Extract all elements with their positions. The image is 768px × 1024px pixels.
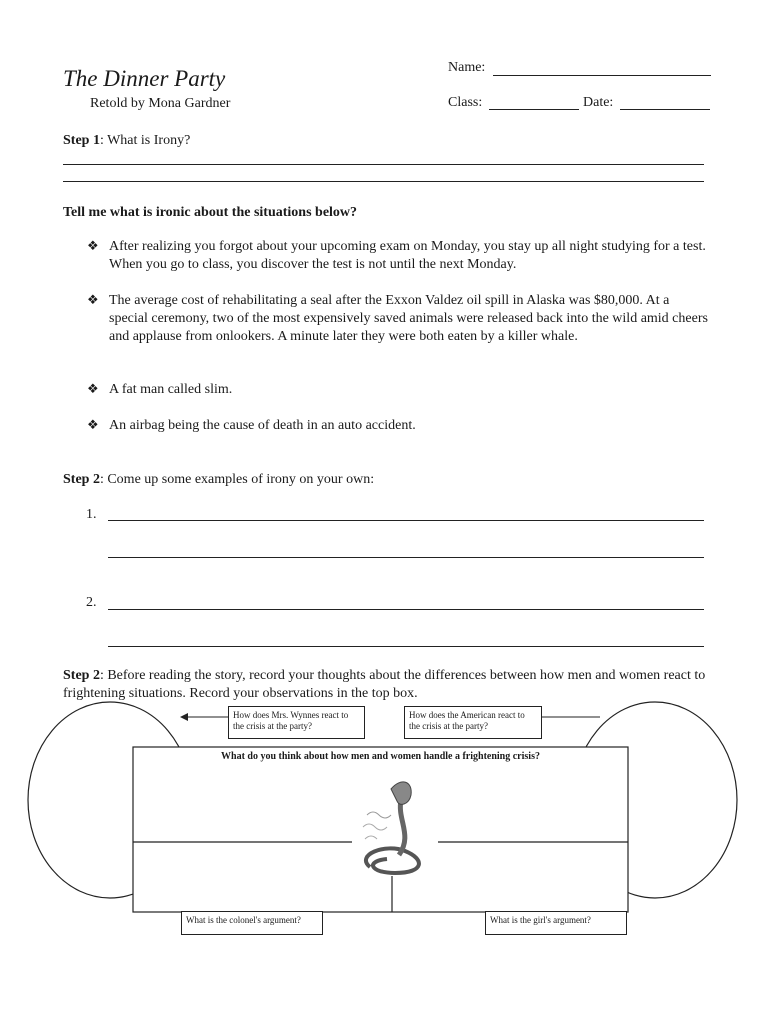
- step1-prompt: [63, 132, 190, 150]
- situation-item-4: An airbag being the cause of death in an auto accident.: [109, 418, 416, 433]
- name-field[interactable]: [493, 75, 711, 76]
- bullet-icon: ❖: [87, 381, 99, 396]
- page-title: The Dinner Party: [63, 66, 226, 91]
- example-number-2: 2.: [86, 595, 97, 610]
- girl-argument-box: What is the girl's argument?: [485, 911, 627, 935]
- step1-label: Step 1: [63, 133, 100, 148]
- example-1-line-2[interactable]: [108, 557, 704, 558]
- step2b-text: : Before reading the story, record your thoughts about the differences between how men and women react to frightening situations. Record your observations in the top box.: [63, 668, 706, 701]
- situations-heading: Tell me what is ironic about the situations below?: [63, 205, 358, 220]
- situation-item-3: A fat man called slim.: [109, 382, 233, 397]
- class-field[interactable]: [489, 109, 579, 110]
- step1-text: : What is Irony?: [99, 133, 191, 148]
- situation-item-1: After realizing you forgot about your upcoming exam on Monday, you stay up all night studying for a test. When you go to class, you discover the test is not until the next Monday.: [109, 239, 706, 272]
- bullet-icon: ❖: [87, 417, 99, 432]
- example-1-line-1[interactable]: [108, 520, 704, 521]
- step2-reading-prompt: [63, 667, 713, 703]
- american-question-box: How does the American react to the crisis at the party?: [404, 706, 542, 739]
- step2-text: : Come up some examples of irony on your own:: [99, 472, 375, 487]
- step1-answer-line-1[interactable]: [63, 164, 704, 165]
- center-question: What do you think about how men and women handle a frightening crisis?: [221, 751, 540, 762]
- bullet-icon: ❖: [87, 238, 99, 253]
- situation-item-2: The average cost of rehabilitating a seal after the Exxon Valdez oil spill in Alaska was $80,000. At a special ceremony, two of the most expensively saved animals were released back into the wild amid cheers and applause from onlookers. A minute later they were both eaten by a killer whale.: [109, 293, 708, 344]
- example-number-1: 1.: [86, 507, 97, 522]
- arrow-head-icon: [180, 713, 188, 721]
- colonel-argument-box: What is the colonel's argument?: [181, 911, 323, 935]
- example-2-line-1[interactable]: [108, 609, 704, 610]
- class-label: Class:: [448, 95, 483, 110]
- step2-examples-prompt: [63, 471, 374, 489]
- date-field[interactable]: [620, 109, 710, 110]
- example-2-line-2[interactable]: [108, 646, 704, 647]
- name-label: Name:: [448, 60, 486, 75]
- comparison-diagram: [0, 700, 768, 950]
- step2-label: Step 2: [63, 472, 100, 487]
- step1-answer-line-2[interactable]: [63, 181, 704, 182]
- step2b-label: Step 2: [63, 668, 100, 683]
- page-subtitle: Retold by Mona Gardner: [90, 96, 231, 111]
- cobra-snake-icon: [352, 770, 438, 876]
- date-label: Date:: [583, 95, 614, 110]
- bullet-icon: ❖: [87, 292, 99, 307]
- mrs-wynnes-question-box: How does Mrs. Wynnes react to the crisis at the party?: [228, 706, 365, 739]
